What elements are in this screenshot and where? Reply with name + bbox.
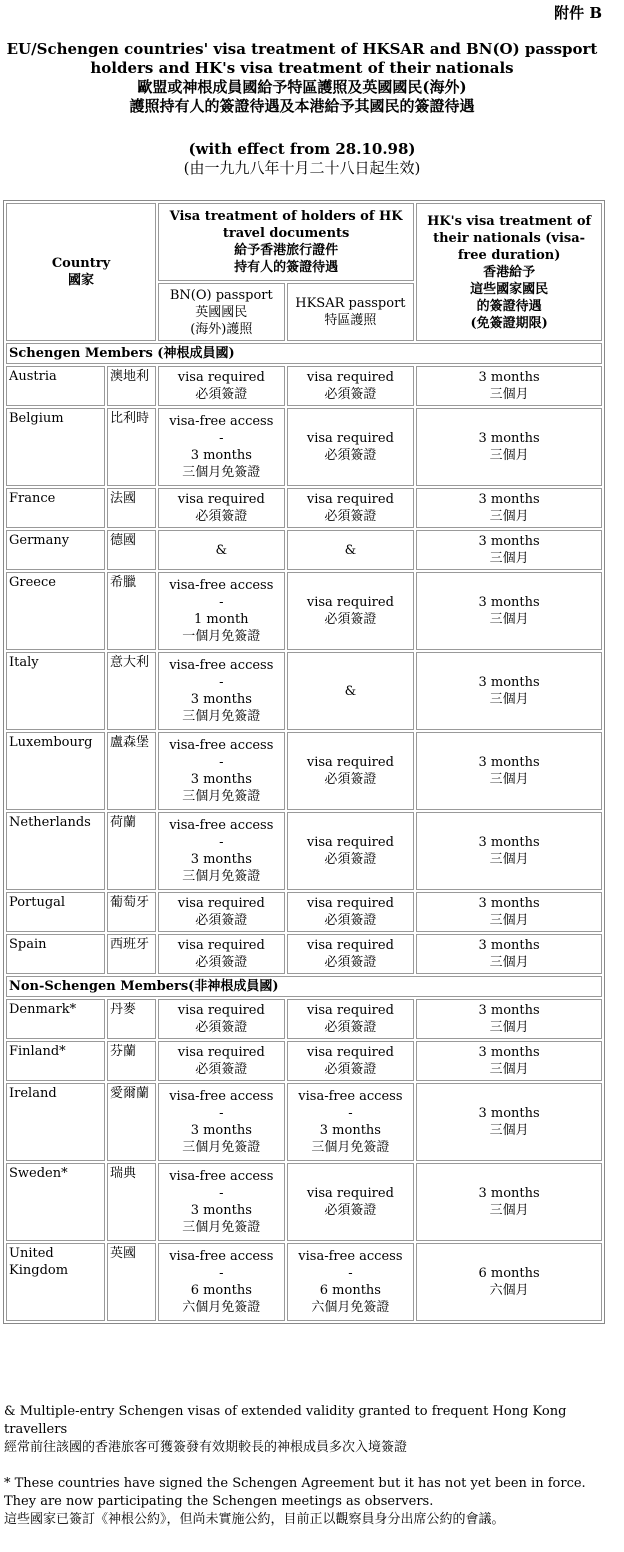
bno-treatment-cell-line: 三個月免簽證	[182, 1220, 261, 1235]
hk-visa-free-duration-cell-line: 3 months	[478, 534, 540, 549]
hk-visa-free-duration-cell	[416, 1163, 602, 1241]
hk-visa-free-duration-cell-line: 六個月	[489, 1283, 529, 1298]
bno-treatment-cell-line: 三個月免簽證	[182, 465, 261, 480]
hksar-treatment-cell	[287, 572, 415, 650]
country-row	[6, 1083, 602, 1161]
footnote-asterisk	[4, 1475, 604, 1529]
bno-treatment-cell-line: 必須簽證	[195, 387, 248, 402]
country-row	[6, 892, 602, 932]
header-hk-zh-3: 的簽證待遇	[476, 298, 542, 314]
bno-treatment-cell-line: 3 months	[190, 448, 252, 463]
bno-treatment-cell-line: visa required	[177, 1003, 265, 1018]
hk-visa-free-duration-cell	[416, 1243, 602, 1321]
title-en-line-1: EU/Schengen countries' visa treatment of HKSAR and BN(O) passport	[6, 40, 598, 58]
bno-treatment-cell-line: 3 months	[190, 1203, 252, 1218]
country-name-en: Belgium	[6, 408, 105, 486]
hk-visa-free-duration-cell	[416, 999, 602, 1039]
hk-visa-free-duration-cell-line: 6 months	[478, 1266, 540, 1281]
bno-treatment-cell	[158, 732, 285, 810]
hksar-treatment-cell-line: visa required	[306, 835, 394, 850]
bno-treatment-cell	[158, 812, 285, 890]
bno-treatment-cell	[158, 934, 285, 974]
country-row	[6, 1163, 602, 1241]
hk-visa-free-duration-cell-line: 三個月	[489, 551, 529, 566]
country-row	[6, 732, 602, 810]
hksar-treatment-cell-line: 3 months	[319, 1123, 381, 1138]
hksar-treatment-cell	[287, 488, 415, 528]
document-title	[0, 40, 604, 116]
bno-treatment-cell-line: visa required	[177, 370, 265, 385]
bno-treatment-cell-line: visa required	[177, 938, 265, 953]
bno-treatment-cell	[158, 1083, 285, 1161]
hksar-treatment-cell	[287, 1083, 415, 1161]
bno-treatment-cell-line: 三個月免簽證	[182, 1140, 261, 1155]
hksar-treatment-cell	[287, 530, 415, 570]
header-treatment-en: Visa treatment of holders of HK travel documents	[169, 209, 403, 241]
header-treatment-zh-2: 持有人的簽證待遇	[234, 260, 339, 275]
country-row	[6, 812, 602, 890]
hk-visa-free-duration-cell-line: 3 months	[478, 835, 540, 850]
hksar-treatment-cell-line: 必須簽證	[324, 509, 377, 524]
hk-visa-free-duration-cell	[416, 732, 602, 810]
hk-visa-free-duration-cell-line: 三個月	[489, 612, 529, 627]
country-row	[6, 999, 602, 1039]
country-name-en: France	[6, 488, 105, 528]
hk-visa-free-duration-cell-line: 三個月	[489, 913, 529, 928]
header-country-zh: 國家	[68, 273, 95, 288]
country-row	[6, 408, 602, 486]
hk-visa-free-duration-cell-line: 3 months	[478, 938, 540, 953]
hk-visa-free-duration-cell-line: 三個月	[489, 1062, 529, 1077]
hksar-treatment-cell-line: visa required	[306, 492, 394, 507]
hksar-treatment-cell-line: &	[344, 542, 357, 558]
country-name-en: Italy	[6, 652, 105, 730]
country-row	[6, 366, 602, 406]
country-name-en: Denmark*	[6, 999, 105, 1039]
footnotes	[4, 1403, 604, 1547]
bno-treatment-cell-line: 必須簽證	[195, 1062, 248, 1077]
hk-visa-free-duration-cell-line: 3 months	[478, 1186, 540, 1201]
bno-treatment-cell-line: 必須簽證	[195, 955, 248, 970]
bno-treatment-cell-line: 3 months	[190, 1123, 252, 1138]
country-row	[6, 1243, 602, 1321]
section-schengen: Schengen Members (神根成員國)	[6, 343, 602, 364]
country-name-en: Germany	[6, 530, 105, 570]
bno-treatment-cell-line: visa-free access	[169, 414, 274, 429]
bno-treatment-cell-line: visa-free access	[169, 658, 274, 673]
hksar-treatment-cell-line: 6 months	[319, 1283, 381, 1298]
country-name-zh: 希臘	[107, 572, 156, 650]
bno-treatment-cell-line: 3 months	[190, 852, 252, 867]
country-name-en: Austria	[6, 366, 105, 406]
hk-visa-free-duration-cell	[416, 366, 602, 406]
country-name-en: Luxembourg	[6, 732, 105, 810]
hk-visa-free-duration-cell-line: 三個月	[489, 852, 529, 867]
bno-treatment-cell	[158, 488, 285, 528]
bno-treatment-cell-line: -	[219, 595, 224, 610]
effective-date	[0, 140, 604, 178]
country-name-en: Netherlands	[6, 812, 105, 890]
hk-visa-free-duration-cell	[416, 934, 602, 974]
header-hk-en: HK's visa treatment of their nationals (visa-free duration)	[427, 213, 592, 263]
hksar-treatment-cell	[287, 934, 415, 974]
bno-treatment-cell-line: visa-free access	[169, 818, 274, 833]
hk-visa-free-duration-cell-line: 3 months	[478, 492, 540, 507]
hksar-treatment-cell	[287, 999, 415, 1039]
country-row	[6, 652, 602, 730]
hk-visa-free-duration-cell	[416, 652, 602, 730]
hksar-treatment-cell-line: visa required	[306, 938, 394, 953]
hk-visa-free-duration-cell-line: 三個月	[489, 692, 529, 707]
bno-treatment-cell	[158, 1163, 285, 1241]
hk-visa-free-duration-cell-line: 三個月	[489, 448, 529, 463]
visa-treatment-table	[3, 200, 605, 1324]
header-hksar-zh: 特區護照	[324, 313, 377, 328]
country-name-zh: 盧森堡	[107, 732, 156, 810]
hk-visa-free-duration-cell-line: 3 months	[478, 370, 540, 385]
header-country-en: Country	[51, 256, 111, 271]
bno-treatment-cell-line: 三個月免簽證	[182, 789, 261, 804]
bno-treatment-cell-line: 六個月免簽證	[182, 1300, 261, 1315]
country-name-zh: 意大利	[107, 652, 156, 730]
bno-treatment-cell-line: visa-free access	[169, 578, 274, 593]
bno-treatment-cell-line: visa required	[177, 896, 265, 911]
header-bno-zh-2: (海外)護照	[190, 321, 253, 337]
hk-visa-free-duration-cell	[416, 1083, 602, 1161]
hksar-treatment-cell-line: visa-free access	[298, 1089, 403, 1104]
footnote-asterisk-zh: 這些國家已簽訂《神根公約》，但尚未實施公約，目前正以觀察員身分出席公約的會議。	[4, 1512, 505, 1527]
country-name-zh: 丹麥	[107, 999, 156, 1039]
bno-treatment-cell	[158, 530, 285, 570]
hksar-treatment-cell	[287, 892, 415, 932]
bno-treatment-cell	[158, 572, 285, 650]
hksar-treatment-cell-line: visa required	[306, 370, 394, 385]
hksar-treatment-cell-line: &	[344, 683, 357, 699]
hk-visa-free-duration-cell	[416, 812, 602, 890]
country-name-en: United Kingdom	[6, 1243, 105, 1321]
hksar-treatment-cell-line: 必須簽證	[324, 387, 377, 402]
header-hksar-en: HKSAR passport	[295, 296, 406, 311]
hksar-treatment-cell	[287, 1041, 415, 1081]
country-name-zh: 愛爾蘭	[107, 1083, 156, 1161]
country-row	[6, 934, 602, 974]
hksar-treatment-cell	[287, 812, 415, 890]
hksar-treatment-cell	[287, 732, 415, 810]
bno-treatment-cell-line: 必須簽證	[195, 913, 248, 928]
hksar-treatment-cell-line: visa required	[306, 1003, 394, 1018]
hksar-treatment-cell-line: 必須簽證	[324, 448, 377, 463]
bno-treatment-cell-line: 1 month	[194, 612, 249, 627]
header-bno-passport	[158, 283, 285, 341]
bno-treatment-cell-line: 6 months	[190, 1283, 252, 1298]
footnote-ampersand-en: & Multiple-entry Schengen visas of extended validity granted to frequent Hong Kong travellers	[4, 1404, 567, 1437]
bno-treatment-cell-line: -	[219, 675, 224, 690]
hk-visa-free-duration-cell-line: 3 months	[478, 431, 540, 446]
hksar-treatment-cell	[287, 1243, 415, 1321]
header-hksar-passport	[287, 283, 415, 341]
bno-treatment-cell-line: 3 months	[190, 772, 252, 787]
country-name-en: Finland*	[6, 1041, 105, 1081]
bno-treatment-cell-line: 三個月免簽證	[182, 709, 261, 724]
country-name-zh: 葡萄牙	[107, 892, 156, 932]
hk-visa-free-duration-cell-line: 三個月	[489, 772, 529, 787]
hk-visa-free-duration-cell-line: 三個月	[489, 955, 529, 970]
bno-treatment-cell	[158, 408, 285, 486]
hksar-treatment-cell-line: 必須簽證	[324, 772, 377, 787]
hk-visa-free-duration-cell-line: 3 months	[478, 1106, 540, 1121]
country-name-zh: 西班牙	[107, 934, 156, 974]
annex-label: 附件 B	[554, 4, 602, 22]
bno-treatment-cell	[158, 1041, 285, 1081]
bno-treatment-cell-line: 必須簽證	[195, 1020, 248, 1035]
bno-treatment-cell-line: 必須簽證	[195, 509, 248, 524]
bno-treatment-cell-line: -	[219, 835, 224, 850]
effective-date-en: (with effect from 28.10.98)	[188, 140, 416, 158]
bno-treatment-cell-line: -	[219, 1106, 224, 1121]
bno-treatment-cell-line: visa required	[177, 1045, 265, 1060]
country-name-en: Ireland	[6, 1083, 105, 1161]
hksar-treatment-cell-line: visa-free access	[298, 1249, 403, 1264]
header-visa-treatment	[158, 203, 414, 281]
hksar-treatment-cell-line: -	[348, 1106, 353, 1121]
country-row	[6, 530, 602, 570]
title-zh-line-1: 歐盟或神根成員國給予特區護照及英國國民(海外)	[137, 78, 467, 96]
hk-visa-free-duration-cell	[416, 530, 602, 570]
bno-treatment-cell-line: visa required	[177, 492, 265, 507]
hksar-treatment-cell-line: visa required	[306, 1186, 394, 1201]
bno-treatment-cell	[158, 1243, 285, 1321]
bno-treatment-cell	[158, 999, 285, 1039]
hksar-treatment-cell-line: -	[348, 1266, 353, 1281]
hksar-treatment-cell	[287, 652, 415, 730]
country-name-zh: 德國	[107, 530, 156, 570]
country-name-zh: 英國	[107, 1243, 156, 1321]
hksar-treatment-cell-line: 六個月免簽證	[311, 1300, 390, 1315]
title-en-line-2: holders and HK's visa treatment of their nationals	[90, 59, 514, 77]
bno-treatment-cell-line: visa-free access	[169, 1089, 274, 1104]
hksar-treatment-cell-line: visa required	[306, 1045, 394, 1060]
country-name-zh: 荷蘭	[107, 812, 156, 890]
hksar-treatment-cell-line: 必須簽證	[324, 1062, 377, 1077]
hk-visa-free-duration-cell	[416, 408, 602, 486]
bno-treatment-cell	[158, 652, 285, 730]
country-row	[6, 1041, 602, 1081]
hk-visa-free-duration-cell	[416, 892, 602, 932]
hksar-treatment-cell	[287, 408, 415, 486]
header-bno-zh-1: 英國國民	[195, 304, 248, 320]
hk-visa-free-duration-cell-line: 3 months	[478, 755, 540, 770]
header-hk-zh-1: 香港給予	[483, 264, 536, 280]
hksar-treatment-cell-line: 必須簽證	[324, 913, 377, 928]
footnote-asterisk-en: * These countries have signed the Schengen Agreement but it has not yet been in force. They are now participating the Schengen meetings as observers.	[4, 1476, 586, 1509]
header-hk-zh-4: (免簽證期限)	[470, 315, 548, 331]
hk-visa-free-duration-cell-line: 3 months	[478, 1003, 540, 1018]
country-row	[6, 572, 602, 650]
bno-treatment-cell-line: -	[219, 1266, 224, 1281]
bno-treatment-cell-line: visa-free access	[169, 1249, 274, 1264]
hk-visa-free-duration-cell-line: 3 months	[478, 675, 540, 690]
hk-visa-free-duration-cell	[416, 572, 602, 650]
hk-visa-free-duration-cell-line: 三個月	[489, 509, 529, 524]
country-row	[6, 488, 602, 528]
bno-treatment-cell-line: 3 months	[190, 692, 252, 707]
country-name-en: Greece	[6, 572, 105, 650]
hksar-treatment-cell	[287, 1163, 415, 1241]
header-treatment-zh-1: 給予香港旅行證件	[234, 243, 339, 258]
country-name-zh: 瑞典	[107, 1163, 156, 1241]
header-hk-zh-2: 這些國家國民	[470, 281, 549, 297]
bno-treatment-cell-line: -	[219, 431, 224, 446]
hk-visa-free-duration-cell	[416, 1041, 602, 1081]
bno-treatment-cell-line: -	[219, 755, 224, 770]
country-name-en: Portugal	[6, 892, 105, 932]
hksar-treatment-cell-line: 必須簽證	[324, 1203, 377, 1218]
hksar-treatment-cell-line: 三個月免簽證	[311, 1140, 390, 1155]
hk-visa-free-duration-cell-line: 3 months	[478, 1045, 540, 1060]
country-name-zh: 法國	[107, 488, 156, 528]
hksar-treatment-cell	[287, 366, 415, 406]
hksar-treatment-cell-line: 必須簽證	[324, 1020, 377, 1035]
header-hk-treatment	[416, 203, 602, 341]
hk-visa-free-duration-cell-line: 三個月	[489, 1020, 529, 1035]
effective-date-zh: (由一九九八年十月二十八日起生效)	[183, 159, 421, 177]
hk-visa-free-duration-cell-line: 三個月	[489, 1123, 529, 1138]
bno-treatment-cell	[158, 892, 285, 932]
hksar-treatment-cell-line: 必須簽證	[324, 852, 377, 867]
hksar-treatment-cell-line: visa required	[306, 595, 394, 610]
hksar-treatment-cell-line: visa required	[306, 755, 394, 770]
country-name-zh: 比利時	[107, 408, 156, 486]
footnote-ampersand-zh: 經常前往該國的香港旅客可獲簽發有效期較長的神根成員多次入境簽證	[4, 1440, 408, 1455]
title-zh-line-2: 護照持有人的簽證待遇及本港給予其國民的簽證待遇	[129, 97, 475, 115]
bno-treatment-cell-line: -	[219, 1186, 224, 1201]
hk-visa-free-duration-cell-line: 3 months	[478, 595, 540, 610]
hk-visa-free-duration-cell-line: 三個月	[489, 387, 529, 402]
country-name-en: Sweden*	[6, 1163, 105, 1241]
bno-treatment-cell-line: visa-free access	[169, 1169, 274, 1184]
hksar-treatment-cell-line: 必須簽證	[324, 955, 377, 970]
bno-treatment-cell-line: visa-free access	[169, 738, 274, 753]
hksar-treatment-cell-line: 必須簽證	[324, 612, 377, 627]
footnote-ampersand	[4, 1403, 604, 1457]
hksar-treatment-cell-line: visa required	[306, 431, 394, 446]
hksar-treatment-cell-line: visa required	[306, 896, 394, 911]
country-name-zh: 芬蘭	[107, 1041, 156, 1081]
hk-visa-free-duration-cell	[416, 488, 602, 528]
country-name-zh: 澳地利	[107, 366, 156, 406]
hk-visa-free-duration-cell-line: 三個月	[489, 1203, 529, 1218]
header-country	[6, 203, 156, 341]
header-bno-en: BN(O) passport	[169, 287, 273, 303]
bno-treatment-cell-line: &	[215, 542, 228, 558]
bno-treatment-cell-line: 三個月免簽證	[182, 869, 261, 884]
bno-treatment-cell-line: 一個月免簽證	[182, 629, 261, 644]
section-non-schengen: Non-Schengen Members(非神根成員國)	[6, 976, 602, 997]
bno-treatment-cell	[158, 366, 285, 406]
hk-visa-free-duration-cell-line: 3 months	[478, 896, 540, 911]
country-name-en: Spain	[6, 934, 105, 974]
